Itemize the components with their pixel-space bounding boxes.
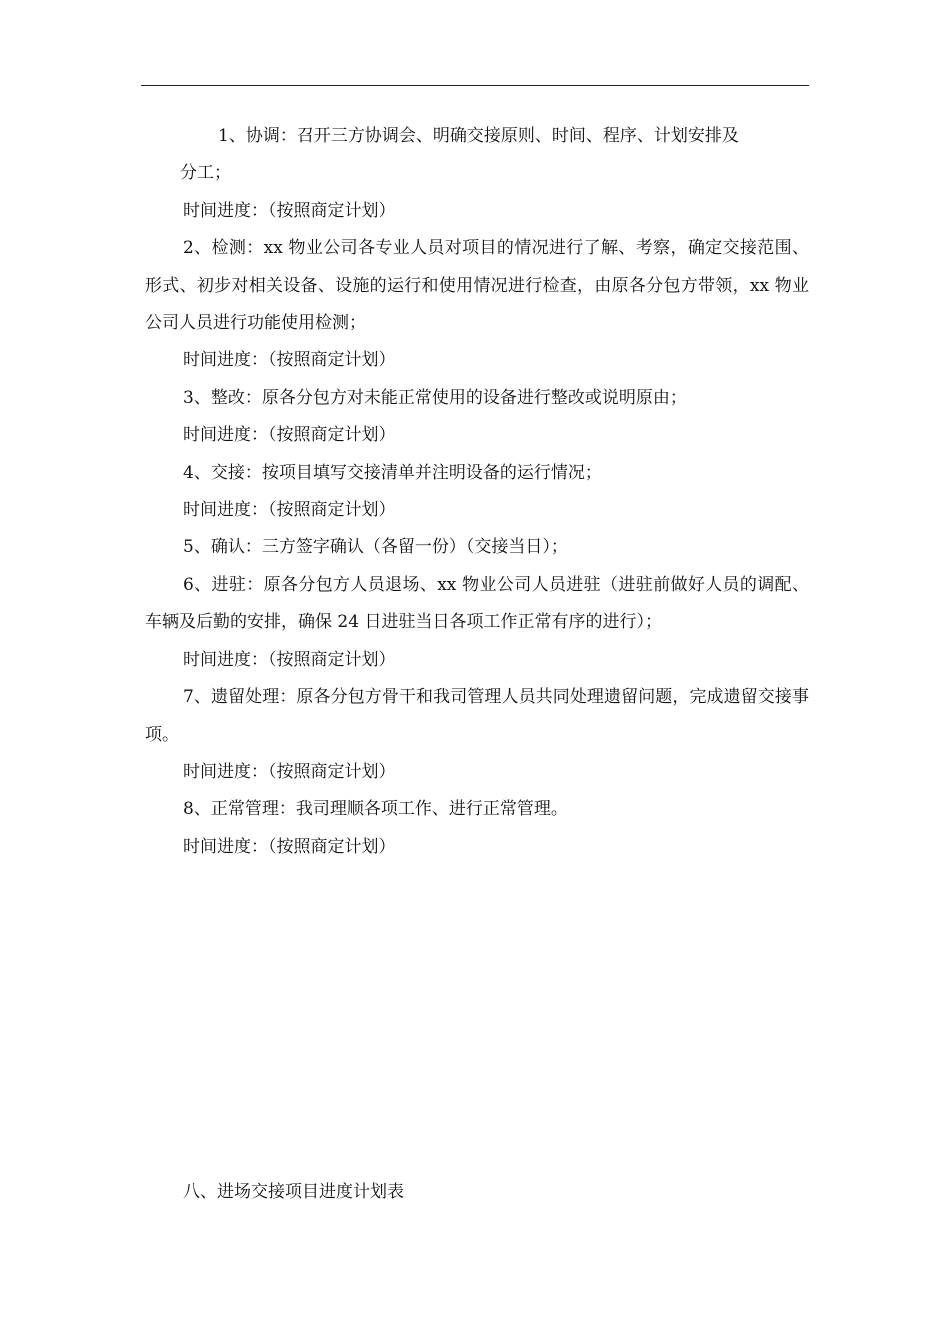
paragraph-schedule-3: 时间进度：（按照商定计划） <box>183 425 396 446</box>
paragraph-coordination <box>145 118 809 193</box>
paragraph-remaining-issues: 7、遗留处理：原各分包方骨干和我司管理人员共同处理遗留问题，完成遗留交接事项。 <box>145 687 809 745</box>
paragraph-schedule-7: 时间进度：（按照商定计划） <box>183 836 396 857</box>
section-heading: 八、进场交接项目进度计划表 <box>183 1182 404 1202</box>
paragraph-confirmation: 5、确认：三方签字确认（各留一份）（交接当日）； <box>183 537 568 558</box>
paragraph-schedule-5: 时间进度：（按照商定计划） <box>183 649 396 670</box>
paragraph-schedule-6: 时间进度：（按照商定计划） <box>183 761 396 782</box>
header-rule <box>141 85 809 86</box>
paragraph-entry: 6、进驻：原各分包方人员退场、xx 物业公司人员进驻（进驻前做好人员的调配、车辆及后勤的安排，确保 24 日进驻当日各项工作正常有序的进行）； <box>145 574 809 633</box>
paragraph-normal-management: 8、正常管理：我司理顺各项工作、进行正常管理。 <box>183 799 568 820</box>
paragraph-inspection: 2、检测：xx 物业公司各专业人员对项目的情况进行了解、考察，确定交接范围、形式、初步对相关设备、设施的运行和使用情况进行检查，由原各分包方带领，xx 物业公司人员进行功能使用检测； <box>145 238 809 334</box>
paragraph-text: 1、协调：召开三方协调会、明确交接原则、时间、程序、计划安排及 <box>218 126 739 146</box>
document-body <box>145 118 809 866</box>
paragraph-continuation: 分工； <box>180 163 231 184</box>
paragraph-handover: 4、交接：按项目填写交接清单并注明设备的运行情况； <box>183 462 602 483</box>
paragraph-schedule-1: 时间进度：（按照商定计划） <box>183 200 396 221</box>
paragraph-rectification: 3、整改：原各分包方对未能正常使用的设备进行整改或说明原由； <box>183 387 687 408</box>
paragraph-schedule-2: 时间进度：（按照商定计划） <box>183 350 396 371</box>
paragraph-schedule-4: 时间进度：（按照商定计划） <box>183 500 396 521</box>
